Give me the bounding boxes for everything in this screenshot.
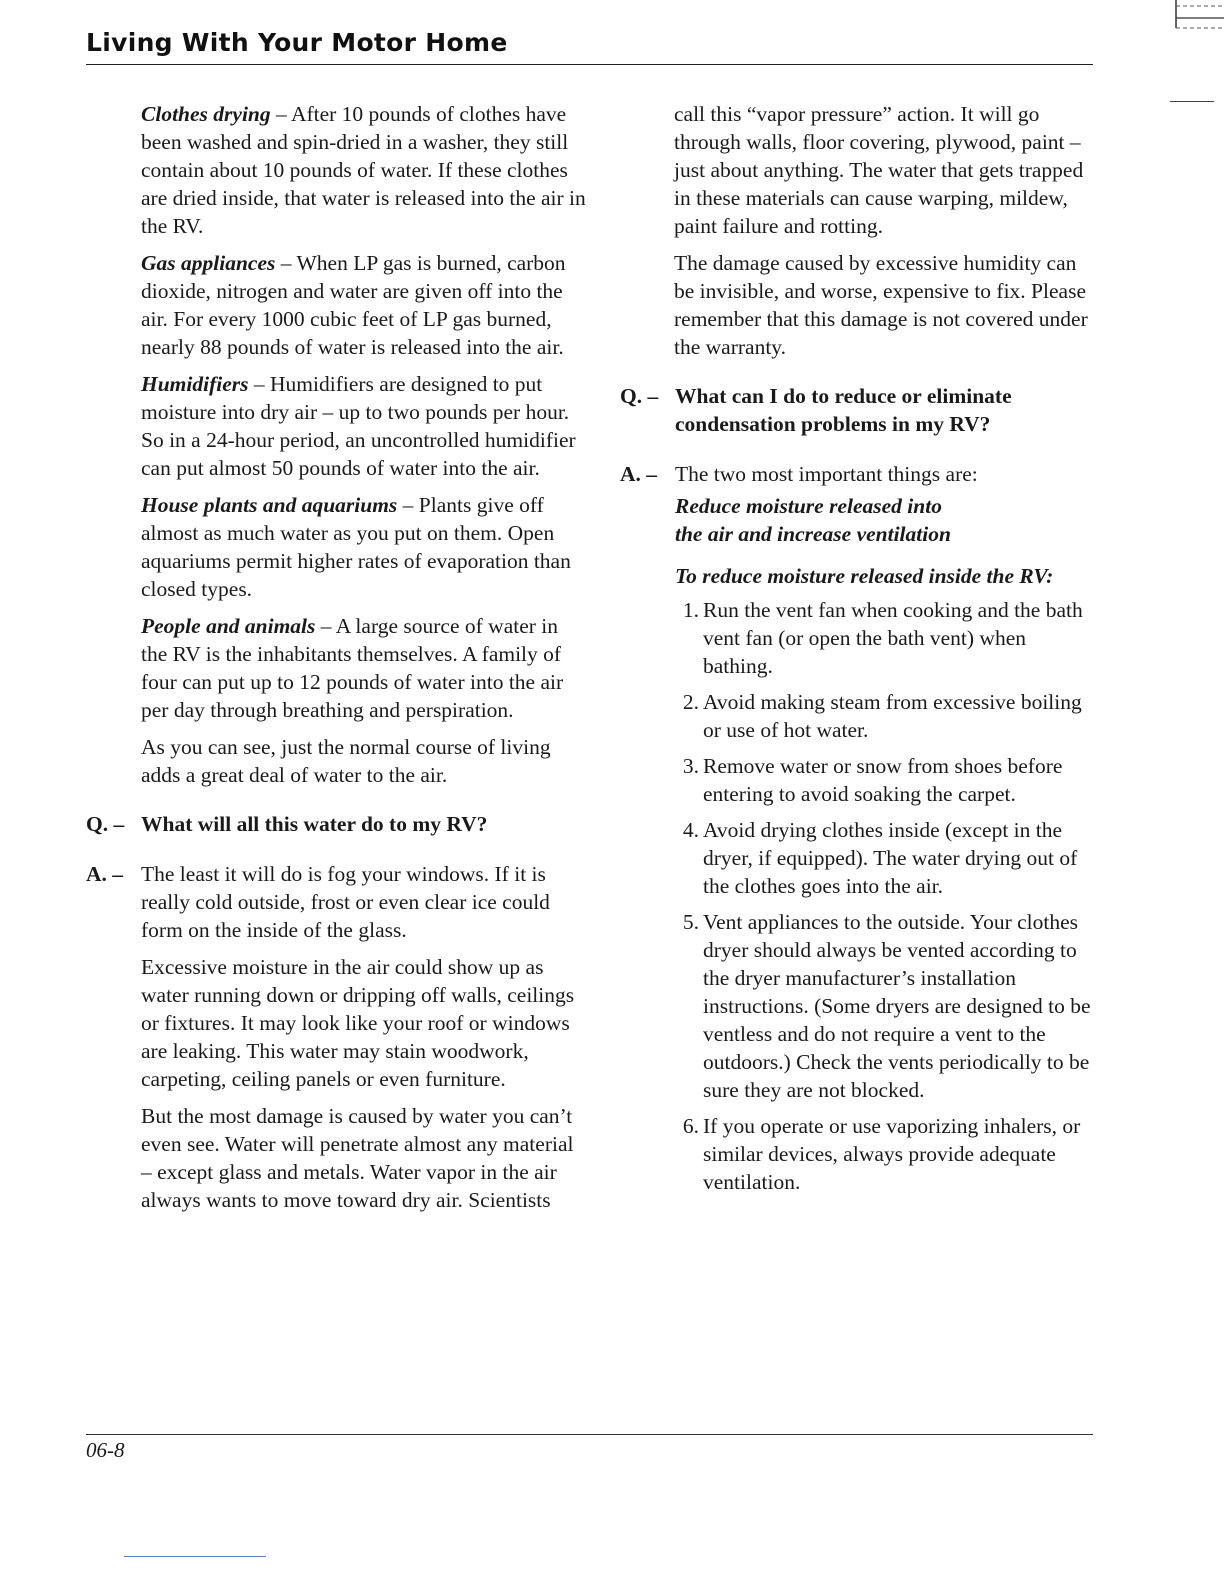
header-rule (86, 64, 1093, 65)
moisture-source-people-animals: People and animals – A large source of water in the RV is the inhabitants themselves. A family of four can put up to 12 pounds of water into the air per day through breathing and perspiration. (141, 614, 564, 722)
answer-paragraph: But the most damage is caused by water you can’t even see. Water will penetrate almost any material – except glass and metals. Water vapor in the air always wants to move toward dry air. Scientists (141, 1104, 574, 1212)
list-item: 1. Run the vent fan when cooking and the bath vent fan (or open the bath vent) when bathing. (682, 598, 1083, 678)
key-advice-line: Reduce moisture released into (675, 494, 942, 518)
moisture-source-gas-appliances: Gas appliances – When LP gas is burned, carbon dioxide, nitrogen and water are given off into the air. For every 1000 cubic feet of LP gas burned, nearly 88 pounds of water is released into the air. (141, 251, 566, 359)
footer-rule (86, 1434, 1093, 1435)
moisture-source-clothes-drying: Clothes drying – After 10 pounds of clothes have been washed and spin-dried in a washer, they still contain about 10 pounds of water. If these clothes are dried inside, that water is released into the air in the RV. (141, 102, 586, 238)
answer-paragraph: The least it will do is fog your windows. If it is really cold outside, frost or even clear ice could form on the inside of the glass. (141, 862, 550, 942)
continuation-paragraph: call this “vapor pressure” action. It will go through walls, floor covering, plywood, paint – just about anything. The water that gets trapped in these materials can cause warping, mildew, paint failure and rotting. (674, 102, 1084, 238)
answer-2 (620, 460, 1095, 1204)
list-item: 4. Avoid drying clothes inside (except in the dryer, if equipped). The water drying out of the clothes goes into the air. (682, 818, 1078, 898)
question-label: Q. – (86, 812, 125, 836)
question-2 (620, 382, 1095, 438)
moisture-source-humidifiers: Humidifiers – Humidifiers are designed to put moisture into dry air – up to two pounds per hour. So in a 24-hour period, an uncontrolled humidifier can put almost 50 pounds of water into the air. (141, 372, 576, 480)
warranty-note: The damage caused by excessive humidity can be invisible, and worse, expensive to fix. Please remember that this damage is not covered under the warranty. (674, 251, 1088, 359)
moisture-source-plants-aquariums: House plants and aquariums – Plants give off almost as much water as you put on them. Open aquariums permit higher rates of evaporation than closed types. (141, 493, 571, 601)
answer-intro: The two most important things are: (675, 462, 978, 486)
summary-paragraph: As you can see, just the normal course of living adds a great deal of water to the air. (141, 735, 551, 787)
list-subheading: To reduce moisture released inside the RV: (675, 564, 1054, 588)
right-column (620, 100, 1095, 1214)
key-advice-line: the air and increase ventilation (675, 522, 951, 546)
answer-label: A. – (86, 862, 124, 886)
bottom-scan-line (124, 1556, 266, 1557)
question-text: What will all this water do to my RV? (141, 812, 488, 836)
list-item: 3. Remove water or snow from shoes before entering to avoid soaking the carpet. (682, 754, 1063, 806)
question-text: What can I do to reduce or eliminate condensation problems in my RV? (675, 384, 1012, 436)
margin-mark (1170, 101, 1214, 102)
page-number: 06-8 (86, 1438, 125, 1462)
corner-tab-mark (1174, 0, 1224, 40)
question-label: Q. – (620, 384, 659, 408)
answer-label: A. – (620, 462, 658, 486)
question-1 (86, 810, 586, 838)
left-column (86, 100, 586, 1233)
moisture-reduction-list (675, 596, 1095, 1196)
list-item: 6. If you operate or use vaporizing inhalers, or similar devices, always provide adequate ventilation. (682, 1114, 1081, 1194)
page-header-title: Living With Your Motor Home (86, 28, 508, 57)
list-item: 2. Avoid making steam from excessive boiling or use of hot water. (682, 690, 1082, 742)
answer-paragraph: Excessive moisture in the air could show up as water running down or dripping off walls, ceilings or fixtures. It may look like your roof or windows are leaking. This water may stain woodwork, carpeting, ceiling panels or even furniture. (141, 955, 575, 1091)
list-item: 5. Vent appliances to the outside. Your clothes dryer should always be vented according to the dryer manufacturer’s installation instructions. (Some dryers are designed to be ventless and do not require a vent to the outdoors.) Check the vents periodically to be sure they are not blocked. (682, 910, 1091, 1102)
answer-1 (86, 860, 586, 1223)
